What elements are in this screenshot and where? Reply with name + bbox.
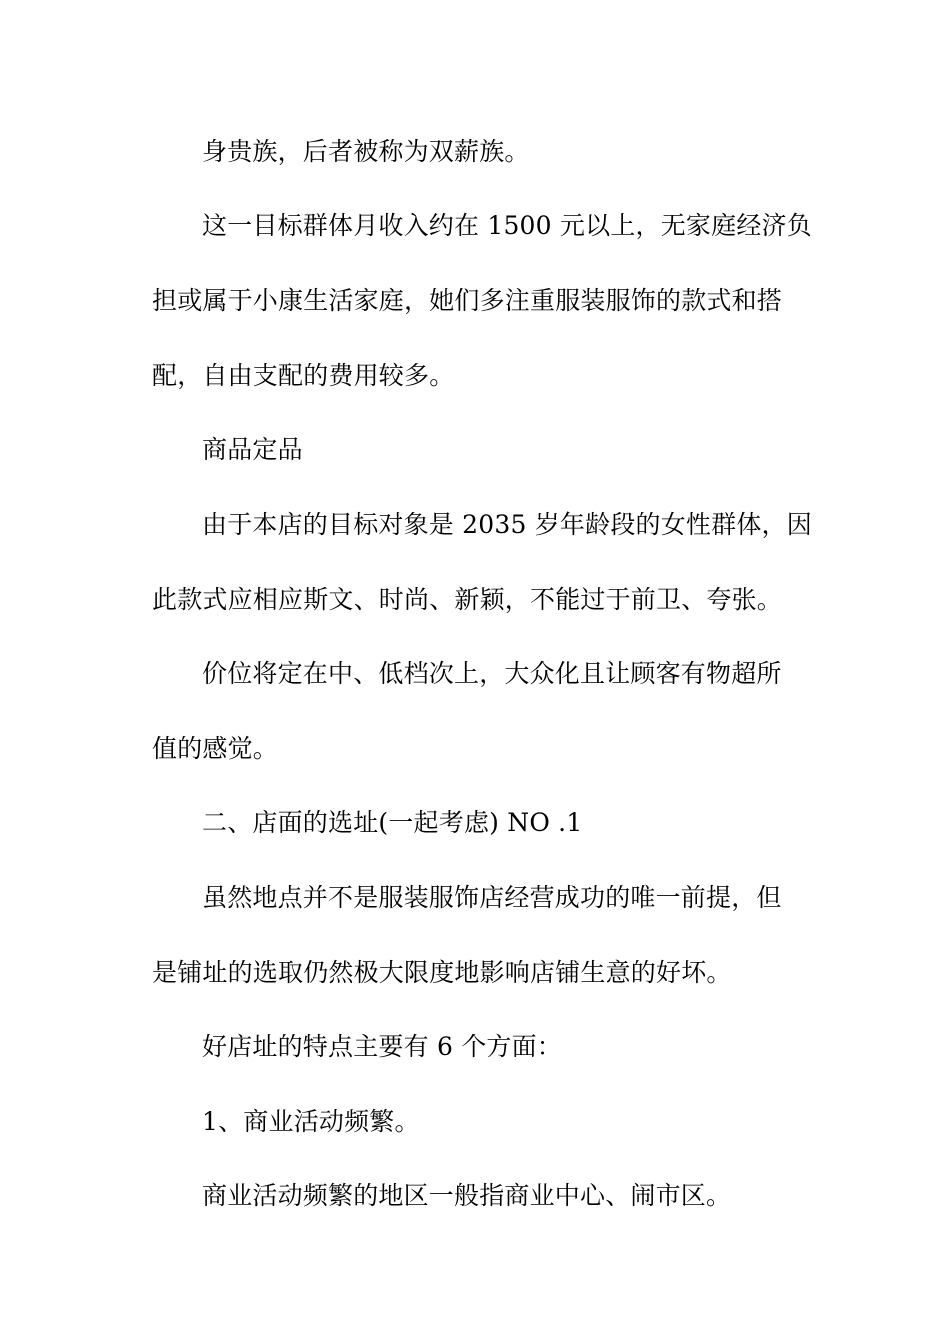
text-line: 这一目标群体月收入约在 1500 元以上，无家庭经济负	[202, 211, 812, 240]
list-item-heading: 1、商业活动频繁。	[202, 1107, 420, 1136]
text-line: 担或属于小康生活家庭，她们多注重服装服饰的款式和搭	[152, 286, 783, 315]
text-line: 商业活动频繁的地区一般指商业中心、闹市区。	[202, 1181, 732, 1210]
text-line: 此款式应相应斯文、时尚、新颖，不能过于前卫、夸张。	[152, 585, 783, 614]
text-line: 是铺址的选取仍然极大限度地影响店铺生意的好坏。	[152, 958, 732, 987]
text-line: 由于本店的目标对象是 2035 岁年龄段的女性群体，因	[202, 510, 812, 539]
text-line: 身贵族，后者被称为双薪族。	[202, 137, 530, 166]
text-line: 虽然地点并不是服装服饰店经营成功的唯一前提，但	[202, 883, 782, 912]
text-line: 配，自由支配的费用较多。	[152, 361, 455, 390]
section-heading: 商品定品	[202, 435, 303, 464]
section-heading: 二、店面的选址(一起考虑) NO .1	[202, 808, 583, 837]
text-line: 价位将定在中、低档次上，大众化且让顾客有物超所	[202, 659, 782, 688]
text-line: 值的感觉。	[152, 734, 279, 763]
text-line: 好店址的特点主要有 6 个方面：	[202, 1032, 563, 1061]
